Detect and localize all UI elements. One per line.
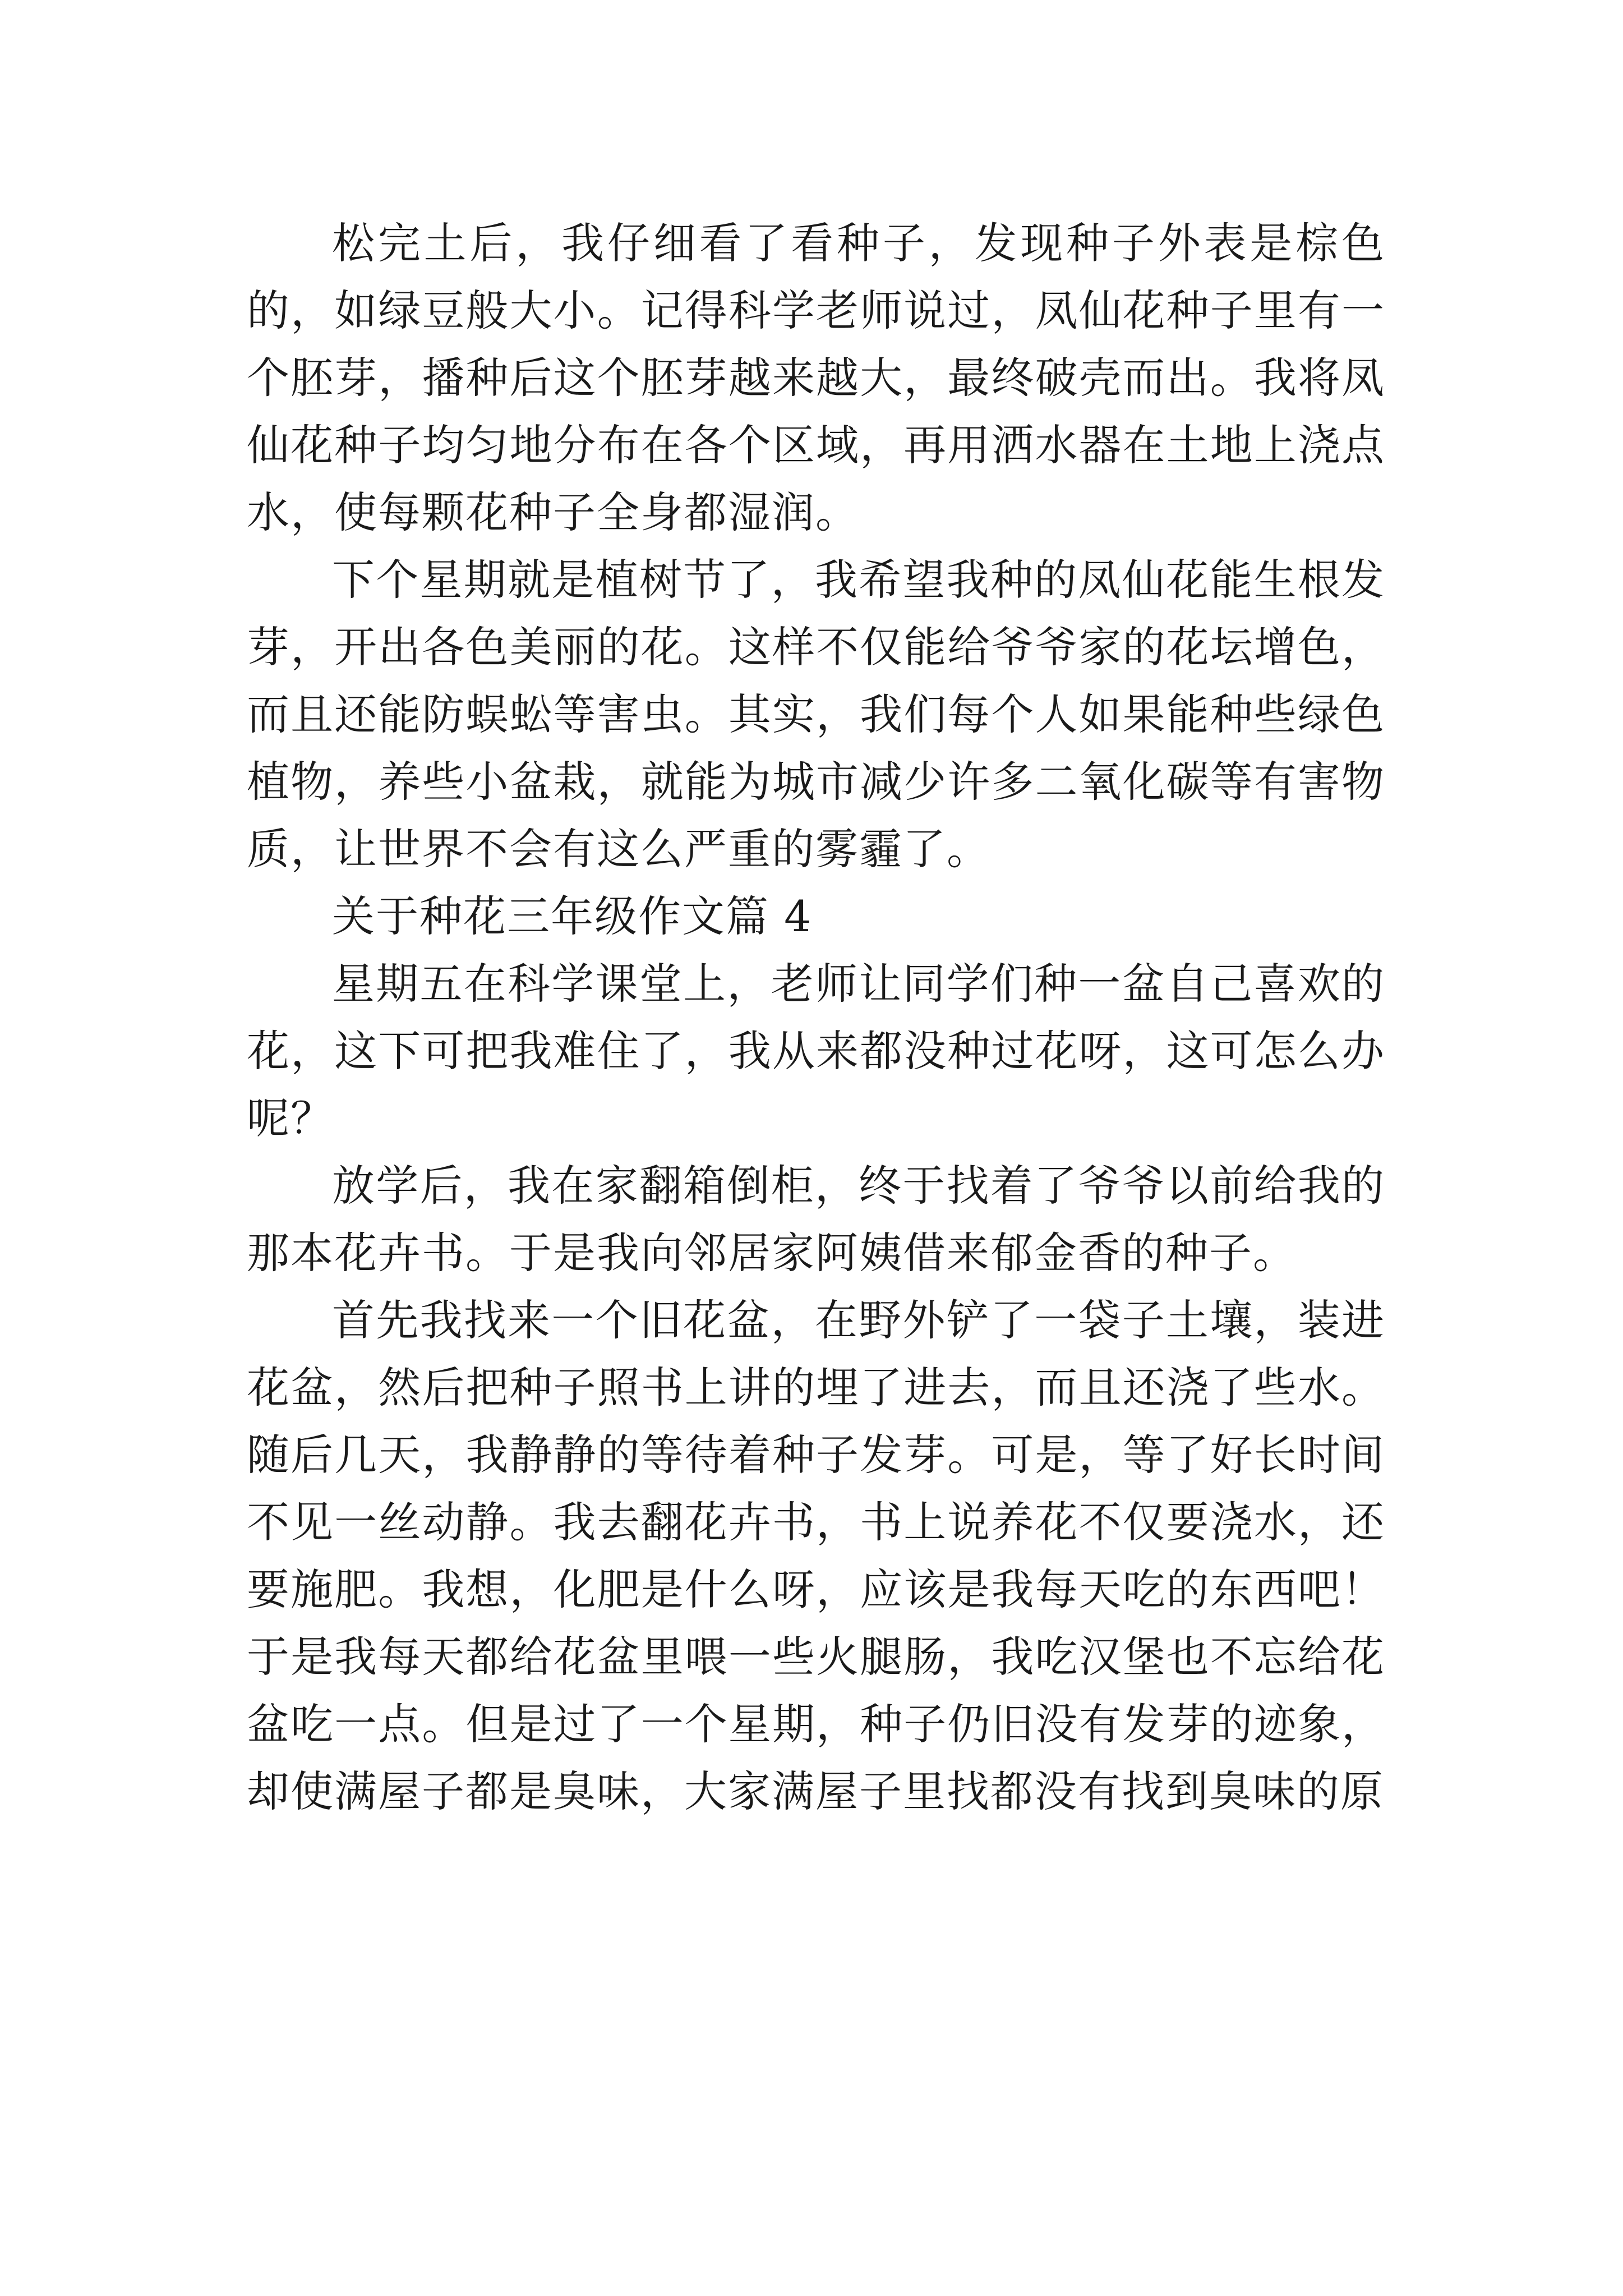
paragraph-1: 松完土后，我仔细看了看种子，发现种子外表是棕色的，如绿豆般大小。记得科学老师说过，凤仙花种子里有一个胚芽，播种后这个胚芽越来越大，最终破壳而出。我将凤仙花种子均匀地分布在各个区域，再用洒水器在土地上浇点水，使每颗花种子全身都湿润。 <box>247 218 1385 537</box>
paragraph-2: 下个星期就是植树节了，我希望我种的凤仙花能生根发芽，开出各色美丽的花。这样不仅能给爷爷家的花坛增色，而且还能防蜈蚣等害虫。其实，我们每个人如果能种些绿色植物，养些小盆栽，就能为城市减少许多二氧化碳等有害物质，让世界不会有这么严重的雾霾了。 <box>247 555 1385 874</box>
paragraph-4: 放学后，我在家翻箱倒柜，终于找着了爷爷以前给我的那本花卉书。于是我向邻居家阿姨借来郁金香的种子。 <box>247 1161 1385 1278</box>
paragraph-5: 首先我找来一个旧花盆，在野外铲了一袋子土壤，装进花盆，然后把种子照书上讲的埋了进去，而且还浇了些水。随后几天，我静静的等待着种子发芽。可是，等了好长时间不见一丝动静。我去翻花卉书，书上说养花不仅要浇水，还要施肥。我想，化肥是什么呀，应该是我每天吃的东西吧！于是我每天都给花盆里喂一些火腿肠，我吃汉堡也不忘给花盆吃一点。但是过了一个星期，种子仍旧没有发芽的迹象，却使满屋子都是臭味，大家满屋子里找都没有找到臭味的原 <box>247 1295 1385 1816</box>
section-heading: 关于种花三年级作文篇 4 <box>332 891 813 941</box>
document-body <box>247 210 1385 1825</box>
paragraph-3: 星期五在科学课堂上，老师让同学们种一盆自己喜欢的花，这下可把我难住了，我从来都没种过花呀，这可怎么办呢？ <box>247 959 1385 1143</box>
